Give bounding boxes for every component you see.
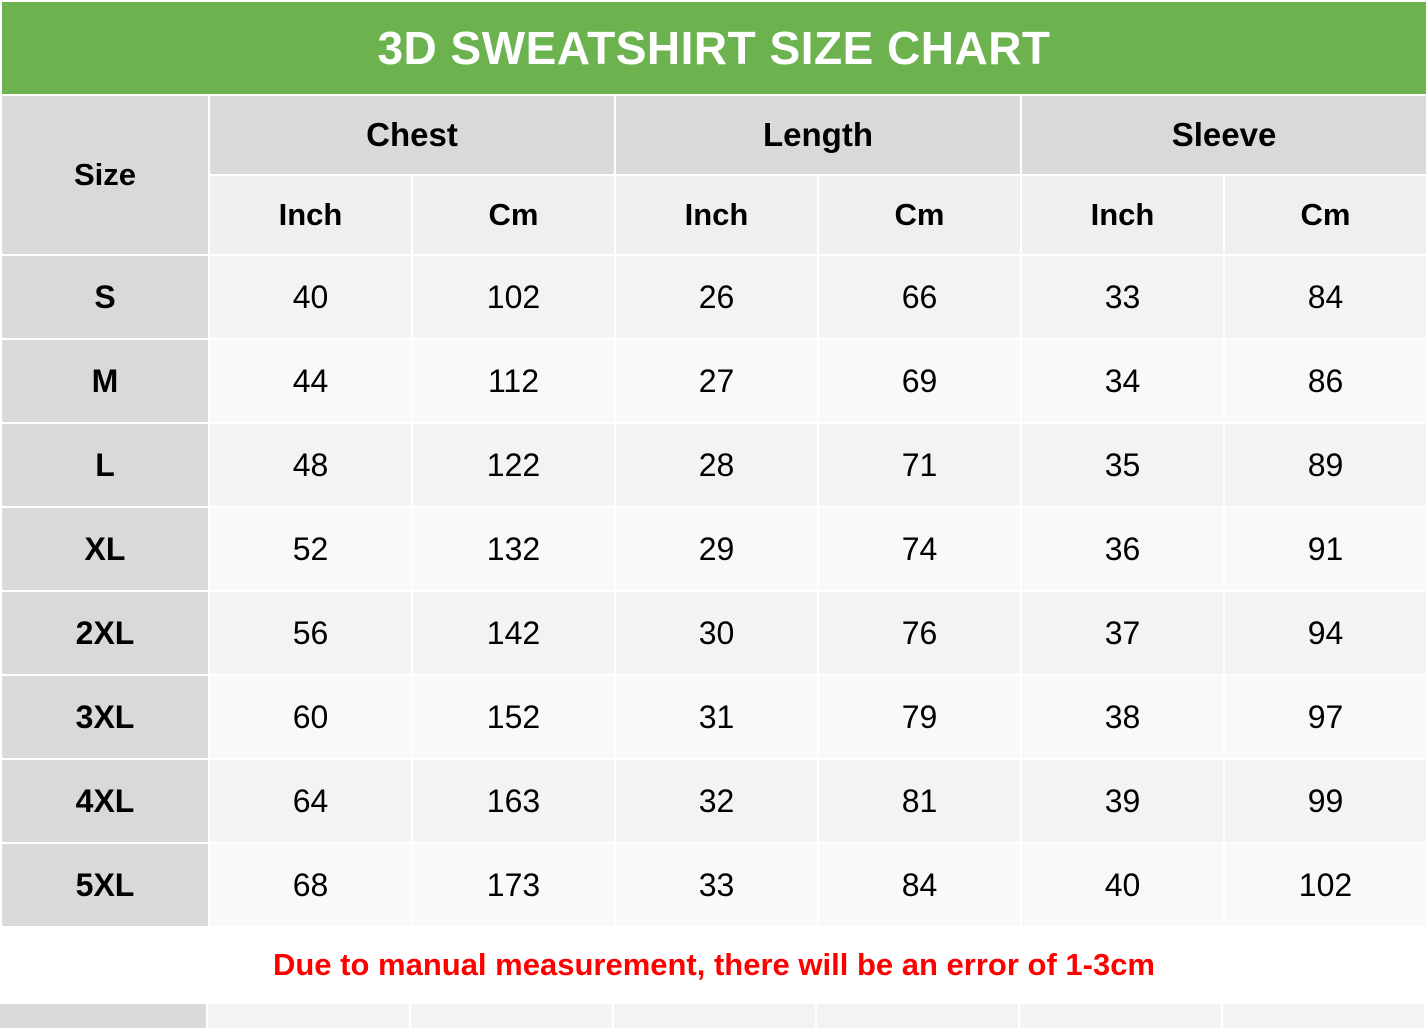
table-note-row	[1, 927, 1427, 1003]
cell-length-cm: 69	[818, 339, 1021, 423]
cell-chest-cm: 132	[412, 507, 615, 591]
cell-sleeve-cm: 94	[1224, 591, 1427, 675]
header-sleeve-cm: Cm	[1224, 175, 1427, 255]
cell-sleeve-cm: 97	[1224, 675, 1427, 759]
cell-sleeve-cm: 91	[1224, 507, 1427, 591]
cell-sleeve-cm: 99	[1224, 759, 1427, 843]
cell-sleeve-inch: 35	[1021, 423, 1224, 507]
header-group-sleeve: Sleeve	[1021, 95, 1427, 175]
row-size-label: 4XL	[1, 759, 209, 843]
cell-length-inch: 33	[615, 843, 818, 927]
cell-length-inch: 27	[615, 339, 818, 423]
cell-sleeve-cm: 102	[1224, 843, 1427, 927]
cell-chest-cm: 152	[412, 675, 615, 759]
cell-length-cm: 71	[818, 423, 1021, 507]
cell-chest-inch: 64	[209, 759, 412, 843]
cell-length-inch: 30	[615, 591, 818, 675]
cell-length-cm: 81	[818, 759, 1021, 843]
row-size-label: 5XL	[1, 843, 209, 927]
bottom-strip-chest-inch	[208, 1004, 411, 1028]
cell-sleeve-inch: 39	[1021, 759, 1224, 843]
cell-chest-inch: 40	[209, 255, 412, 339]
cell-sleeve-inch: 37	[1021, 591, 1224, 675]
header-group-length: Length	[615, 95, 1021, 175]
row-size-label: M	[1, 339, 209, 423]
cell-chest-inch: 44	[209, 339, 412, 423]
cell-length-cm: 84	[818, 843, 1021, 927]
cell-chest-cm: 122	[412, 423, 615, 507]
cell-sleeve-inch: 38	[1021, 675, 1224, 759]
cell-chest-inch: 48	[209, 423, 412, 507]
bottom-strip-sleeve-cm	[1223, 1004, 1426, 1028]
table-title-row	[1, 1, 1427, 95]
cell-chest-cm: 163	[412, 759, 615, 843]
cell-chest-cm: 142	[412, 591, 615, 675]
measurement-note: Due to manual measurement, there will be an error of 1-3cm	[1, 927, 1427, 1003]
cell-length-cm: 76	[818, 591, 1021, 675]
row-size-label: 2XL	[1, 591, 209, 675]
row-size-label: L	[1, 423, 209, 507]
cell-length-inch: 28	[615, 423, 818, 507]
cell-chest-cm: 112	[412, 339, 615, 423]
cell-chest-inch: 56	[209, 591, 412, 675]
cell-sleeve-cm: 84	[1224, 255, 1427, 339]
table-row	[1, 423, 1427, 507]
cell-length-cm: 66	[818, 255, 1021, 339]
cell-sleeve-inch: 34	[1021, 339, 1224, 423]
row-size-label: XL	[1, 507, 209, 591]
cell-chest-inch: 60	[209, 675, 412, 759]
cell-chest-cm: 173	[412, 843, 615, 927]
header-group-chest: Chest	[209, 95, 615, 175]
header-size: Size	[1, 95, 209, 255]
table-bottom-strip	[0, 1004, 1428, 1028]
cell-sleeve-inch: 36	[1021, 507, 1224, 591]
table-row	[1, 843, 1427, 927]
table-header-group-row	[1, 95, 1427, 175]
cell-length-cm: 79	[818, 675, 1021, 759]
bottom-strip-size	[0, 1004, 208, 1028]
cell-length-inch: 32	[615, 759, 818, 843]
cell-sleeve-cm: 86	[1224, 339, 1427, 423]
row-size-label: 3XL	[1, 675, 209, 759]
bottom-strip-chest-cm	[411, 1004, 614, 1028]
cell-sleeve-inch: 40	[1021, 843, 1224, 927]
header-length-cm: Cm	[818, 175, 1021, 255]
cell-chest-inch: 68	[209, 843, 412, 927]
row-size-label: S	[1, 255, 209, 339]
cell-chest-inch: 52	[209, 507, 412, 591]
header-chest-inch: Inch	[209, 175, 412, 255]
header-sleeve-inch: Inch	[1021, 175, 1224, 255]
cell-chest-cm: 102	[412, 255, 615, 339]
table-header-unit-row	[1, 175, 1427, 255]
cell-length-inch: 26	[615, 255, 818, 339]
table-row	[1, 339, 1427, 423]
bottom-strip-length-cm	[817, 1004, 1020, 1028]
table-row	[1, 255, 1427, 339]
table-row	[1, 507, 1427, 591]
bottom-strip-length-inch	[614, 1004, 817, 1028]
header-chest-cm: Cm	[412, 175, 615, 255]
bottom-strip-sleeve-inch	[1020, 1004, 1223, 1028]
table-row	[1, 759, 1427, 843]
cell-sleeve-cm: 89	[1224, 423, 1427, 507]
cell-sleeve-inch: 33	[1021, 255, 1224, 339]
cell-length-cm: 74	[818, 507, 1021, 591]
table-row	[1, 591, 1427, 675]
cell-length-inch: 29	[615, 507, 818, 591]
chart-title: 3D SWEATSHIRT SIZE CHART	[1, 1, 1427, 95]
header-length-inch: Inch	[615, 175, 818, 255]
cell-length-inch: 31	[615, 675, 818, 759]
table-row	[1, 675, 1427, 759]
